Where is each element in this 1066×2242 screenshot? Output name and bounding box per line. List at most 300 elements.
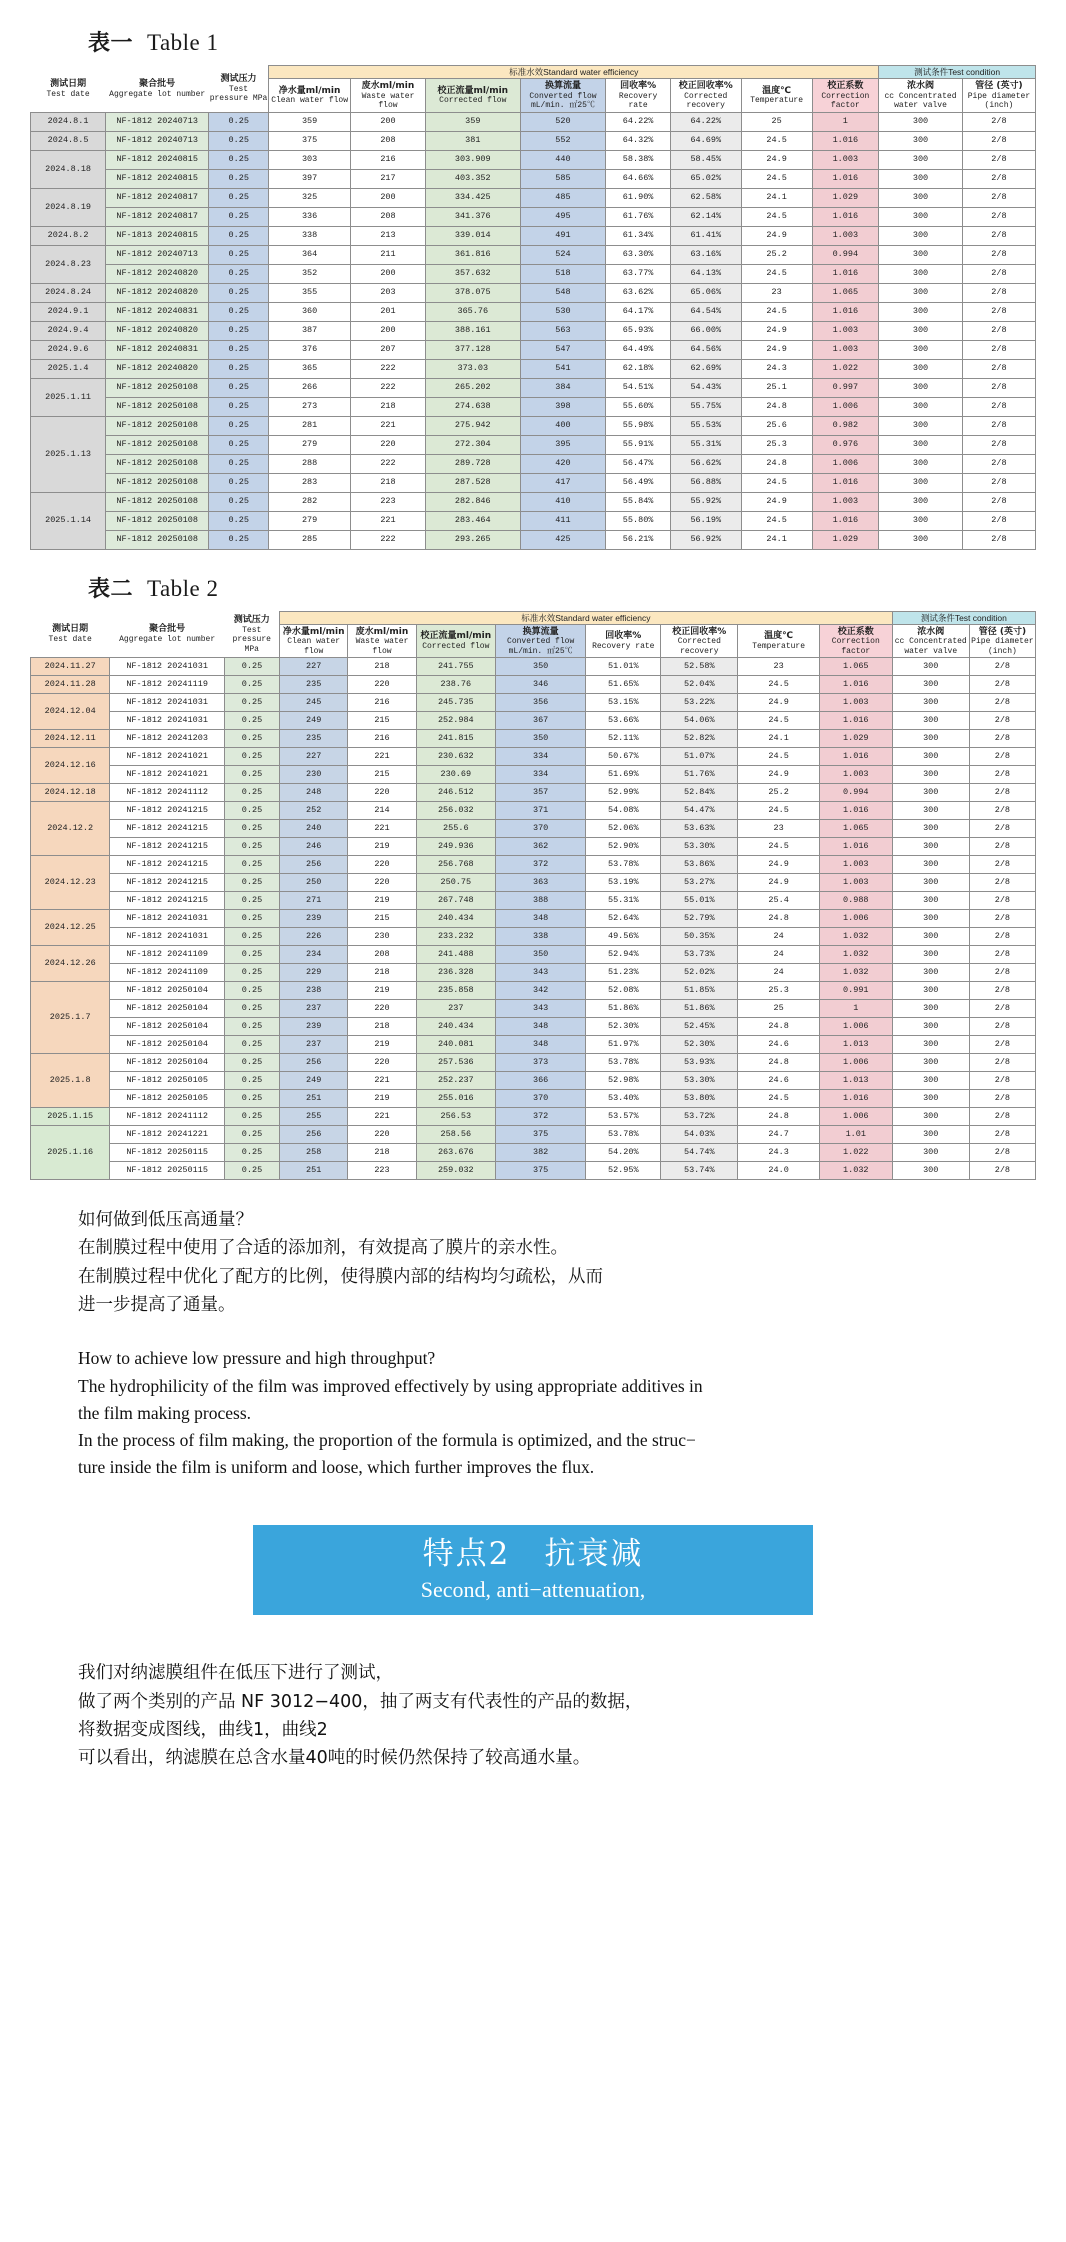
cell-clean: 255 — [280, 1108, 348, 1126]
cell-temp: 24.5 — [738, 838, 820, 856]
table1-header-pressure — [209, 66, 269, 113]
cell-crec: 52.45% — [661, 1018, 738, 1036]
cell-clean: 288 — [269, 454, 351, 473]
cell-temp: 25.2 — [738, 784, 820, 802]
cell-clean: 256 — [280, 1126, 348, 1144]
cell-pipe: 2/8 — [969, 784, 1035, 802]
table-row — [31, 748, 1036, 766]
cell-crec: 51.76% — [661, 766, 738, 784]
cell-waste: 218 — [348, 658, 416, 676]
cell-corr: 272.304 — [426, 435, 520, 454]
cell-lot: NF-1812 20241112 — [110, 784, 225, 802]
cell-lot: NF-1812 20250104 — [110, 982, 225, 1000]
cell-clean: 365 — [269, 359, 351, 378]
cell-pipe: 2/8 — [962, 188, 1035, 207]
cell-fact: 1.029 — [812, 530, 879, 549]
cell-rec: 53.19% — [586, 874, 661, 892]
table1-header-clean: 净水量ml/min Clean water flow — [269, 79, 351, 112]
cell-press: 0.25 — [209, 150, 269, 169]
cell-valve: 300 — [879, 321, 963, 340]
cell-waste: 207 — [350, 340, 425, 359]
cell-fact: 1.065 — [812, 283, 879, 302]
cell-crec: 61.41% — [670, 226, 741, 245]
cell-pipe: 2/8 — [962, 435, 1035, 454]
cell-pipe: 2/8 — [962, 207, 1035, 226]
cell-conv: 495 — [520, 207, 606, 226]
cell-fact: 1.032 — [819, 928, 892, 946]
table2-header-converted: 换算流量 Converted flow mL/min. ㎡25℃ — [495, 624, 585, 657]
cell-clean: 352 — [269, 264, 351, 283]
cell-pipe: 2/8 — [969, 730, 1035, 748]
cell-press: 0.25 — [224, 712, 279, 730]
table-row — [31, 946, 1036, 964]
cell-pipe: 2/8 — [962, 378, 1035, 397]
cell-fact: 0.976 — [812, 435, 879, 454]
cell-valve: 300 — [879, 530, 963, 549]
cell-crec: 66.00% — [670, 321, 741, 340]
cell-corr: 283.464 — [426, 511, 520, 530]
cell-crec: 56.92% — [670, 530, 741, 549]
table1-header-temperature: 温度℃ Temperature — [741, 79, 812, 112]
cell-conv: 375 — [495, 1162, 585, 1180]
cell-clean: 235 — [280, 676, 348, 694]
cell-rec: 62.18% — [606, 359, 670, 378]
table2-header-factor: 校正系数 Correction factor — [819, 624, 892, 657]
cell-lot: NF-1812 20240820 — [106, 321, 209, 340]
cell-corr: 359 — [426, 112, 520, 131]
cell-pipe: 2/8 — [969, 874, 1035, 892]
cell-fact: 1.003 — [819, 856, 892, 874]
cell-conv: 334 — [495, 748, 585, 766]
cell-conv: 343 — [495, 1000, 585, 1018]
cell-test-date: 2025.1.15 — [31, 1108, 110, 1126]
table-row — [31, 1108, 1036, 1126]
cell-temp: 24 — [738, 964, 820, 982]
cell-crec: 53.30% — [661, 1072, 738, 1090]
cell-press: 0.25 — [209, 473, 269, 492]
cell-valve: 300 — [879, 112, 963, 131]
cell-fact: 1.016 — [819, 676, 892, 694]
cell-crec: 56.19% — [670, 511, 741, 530]
cell-rec: 58.38% — [606, 150, 670, 169]
cell-conv: 440 — [520, 150, 606, 169]
cell-corr: 246.512 — [416, 784, 495, 802]
cell-rec: 55.84% — [606, 492, 670, 511]
cell-clean: 338 — [269, 226, 351, 245]
table-row — [31, 435, 1036, 454]
cell-corr: 357.632 — [426, 264, 520, 283]
cell-lot: NF-1812 20240713 — [106, 131, 209, 150]
cell-temp: 24.5 — [741, 207, 812, 226]
cell-corr: 339.014 — [426, 226, 520, 245]
cell-clean: 256 — [280, 1054, 348, 1072]
cell-conv: 530 — [520, 302, 606, 321]
cell-valve: 300 — [879, 302, 963, 321]
cell-fact: 1.032 — [819, 1162, 892, 1180]
cell-rec: 53.57% — [586, 1108, 661, 1126]
cell-press: 0.25 — [224, 1054, 279, 1072]
cell-crec: 54.03% — [661, 1126, 738, 1144]
cell-corr: 236.328 — [416, 964, 495, 982]
cell-clean: 237 — [280, 1000, 348, 1018]
cell-temp: 23 — [741, 283, 812, 302]
cell-crec: 51.85% — [661, 982, 738, 1000]
table-row — [31, 658, 1036, 676]
cell-rec: 61.34% — [606, 226, 670, 245]
cell-pipe: 2/8 — [962, 473, 1035, 492]
cell-rec: 63.62% — [606, 283, 670, 302]
cell-corr: 256.768 — [416, 856, 495, 874]
cell-rec: 64.32% — [606, 131, 670, 150]
cell-clean: 360 — [269, 302, 351, 321]
cell-press: 0.25 — [209, 492, 269, 511]
cell-clean: 251 — [280, 1090, 348, 1108]
cell-fact: 1.006 — [819, 910, 892, 928]
cell-crec: 53.30% — [661, 838, 738, 856]
table1-header-pipe: 管径 (英寸) Pipe diameter (inch) — [962, 79, 1035, 112]
cell-valve: 300 — [892, 1000, 969, 1018]
table2-head — [31, 611, 1036, 658]
cell-clean: 251 — [280, 1162, 348, 1180]
cell-press: 0.25 — [224, 784, 279, 802]
cell-rec: 51.01% — [586, 658, 661, 676]
cell-clean: 237 — [280, 1036, 348, 1054]
cell-press: 0.25 — [209, 378, 269, 397]
banner-title-cn-a: 特点2 — [422, 1536, 511, 1572]
cell-fact: 1.003 — [819, 874, 892, 892]
table-row — [31, 264, 1036, 283]
table-row — [31, 511, 1036, 530]
en-line-5: ture inside the film is uniform and loose, which further improves the flux. — [78, 1456, 595, 1477]
cell-press: 0.25 — [224, 964, 279, 982]
cell-conv: 350 — [495, 730, 585, 748]
cell-press: 0.25 — [224, 1018, 279, 1036]
cell-waste: 213 — [350, 226, 425, 245]
cell-waste: 221 — [348, 820, 416, 838]
cell-corr: 249.936 — [416, 838, 495, 856]
cell-crec: 65.02% — [670, 169, 741, 188]
cell-press: 0.25 — [209, 188, 269, 207]
cell-rec: 51.65% — [586, 676, 661, 694]
cell-valve: 300 — [879, 397, 963, 416]
cell-lot: NF-1813 20240815 — [106, 226, 209, 245]
cell-press: 0.25 — [209, 321, 269, 340]
cell-press: 0.25 — [224, 910, 279, 928]
cell-clean: 226 — [280, 928, 348, 946]
table-row — [31, 1090, 1036, 1108]
cell-fact: 1.003 — [812, 150, 879, 169]
cell-lot: NF-1812 20241215 — [110, 820, 225, 838]
cell-clean: 375 — [269, 131, 351, 150]
cell-fact: 1.016 — [812, 264, 879, 283]
cell-conv: 357 — [495, 784, 585, 802]
cell-pipe: 2/8 — [969, 1108, 1035, 1126]
cell-conv: 541 — [520, 359, 606, 378]
cell-test-date: 2024.12.11 — [31, 730, 110, 748]
cell-test-date: 2024.8.5 — [31, 131, 106, 150]
cell-valve: 300 — [892, 856, 969, 874]
cell-valve: 300 — [892, 784, 969, 802]
cell-crec: 53.72% — [661, 1108, 738, 1126]
cell-valve: 300 — [892, 712, 969, 730]
cell-waste: 222 — [350, 359, 425, 378]
cell-crec: 56.62% — [670, 454, 741, 473]
cell-press: 0.25 — [224, 982, 279, 1000]
cell-crec: 53.73% — [661, 946, 738, 964]
cell-temp: 24.5 — [738, 676, 820, 694]
cell-rec: 65.93% — [606, 321, 670, 340]
cell-press: 0.25 — [209, 169, 269, 188]
cell-waste: 219 — [348, 982, 416, 1000]
table-row — [31, 226, 1036, 245]
cell-crec: 53.86% — [661, 856, 738, 874]
cell-pipe: 2/8 — [969, 1144, 1035, 1162]
cell-rec: 52.06% — [586, 820, 661, 838]
cell-pipe: 2/8 — [969, 946, 1035, 964]
cell-rec: 50.67% — [586, 748, 661, 766]
cell-corr: 334.425 — [426, 188, 520, 207]
cell-corr: 241.755 — [416, 658, 495, 676]
cell-crec: 62.69% — [670, 359, 741, 378]
cell-clean: 234 — [280, 946, 348, 964]
cell-corr: 241.488 — [416, 946, 495, 964]
cell-waste: 220 — [348, 676, 416, 694]
cell-temp: 24.8 — [738, 1054, 820, 1072]
banner-title-en: Second, anti−attenuation, — [420, 1576, 646, 1602]
cell-waste: 216 — [350, 150, 425, 169]
cell-conv: 372 — [495, 856, 585, 874]
cell-corr: 245.735 — [416, 694, 495, 712]
table-row — [31, 283, 1036, 302]
cell-fact: 1.003 — [812, 340, 879, 359]
cell-valve: 300 — [892, 964, 969, 982]
cell-press: 0.25 — [224, 820, 279, 838]
cell-fact: 1.013 — [819, 1036, 892, 1054]
cell-rec: 53.78% — [586, 1126, 661, 1144]
cell-clean: 364 — [269, 245, 351, 264]
cell-pipe: 2/8 — [969, 1162, 1035, 1180]
footer-paragraph-block — [78, 1659, 978, 1772]
cell-pipe: 2/8 — [962, 283, 1035, 302]
cell-rec: 53.15% — [586, 694, 661, 712]
cell-clean: 355 — [269, 283, 351, 302]
cell-valve: 300 — [892, 1054, 969, 1072]
cell-pipe: 2/8 — [969, 1000, 1035, 1018]
cell-corr: 250.75 — [416, 874, 495, 892]
cell-press: 0.25 — [209, 397, 269, 416]
cell-fact: 1.032 — [819, 946, 892, 964]
cell-pipe: 2/8 — [962, 416, 1035, 435]
cell-crec: 52.04% — [661, 676, 738, 694]
cell-pipe: 2/8 — [962, 245, 1035, 264]
table1-header-lot — [106, 66, 209, 113]
cell-lot: NF-1812 20240820 — [106, 283, 209, 302]
cell-corr: 287.528 — [426, 473, 520, 492]
table2 — [30, 611, 1036, 1181]
cell-test-date: 2024.11.27 — [31, 658, 110, 676]
cell-crec: 58.45% — [670, 150, 741, 169]
cell-corr: 230.632 — [416, 748, 495, 766]
cell-clean: 258 — [280, 1144, 348, 1162]
cell-pipe: 2/8 — [962, 340, 1035, 359]
cell-temp: 24.5 — [738, 712, 820, 730]
cell-fact: 1.065 — [819, 658, 892, 676]
cell-temp: 24 — [738, 946, 820, 964]
cell-conv: 388 — [495, 892, 585, 910]
cell-crec: 55.75% — [670, 397, 741, 416]
cell-valve: 300 — [879, 245, 963, 264]
cell-lot: NF-1812 20241031 — [110, 712, 225, 730]
table2-caption-en: Table 2 — [147, 575, 219, 601]
table2-header-pipe: 管径 (英寸) Pipe diameter (inch) — [969, 624, 1035, 657]
cell-conv: 518 — [520, 264, 606, 283]
cell-valve: 300 — [892, 910, 969, 928]
cell-clean: 238 — [280, 982, 348, 1000]
cell-clean: 240 — [280, 820, 348, 838]
cell-conv: 356 — [495, 694, 585, 712]
cell-lot: NF-1812 20241031 — [110, 928, 225, 946]
cell-press: 0.25 — [224, 1126, 279, 1144]
cell-rec: 52.64% — [586, 910, 661, 928]
cell-crec: 55.31% — [670, 435, 741, 454]
header-cn: 聚合批号 — [139, 78, 176, 89]
cell-lot: NF-1812 20240815 — [106, 150, 209, 169]
cell-clean: 227 — [280, 658, 348, 676]
cell-rec: 55.80% — [606, 511, 670, 530]
cell-temp: 24.1 — [741, 188, 812, 207]
cell-lot: NF-1812 20240831 — [106, 340, 209, 359]
cell-pipe: 2/8 — [969, 928, 1035, 946]
cell-waste: 220 — [348, 1126, 416, 1144]
cell-temp: 24.5 — [738, 748, 820, 766]
cell-fact: 1 — [812, 112, 879, 131]
cell-valve: 300 — [879, 169, 963, 188]
cell-fact: 0.994 — [819, 784, 892, 802]
cell-lot: NF-1812 20240817 — [106, 188, 209, 207]
cell-temp: 25 — [738, 1000, 820, 1018]
cell-valve: 300 — [879, 511, 963, 530]
table-row — [31, 982, 1036, 1000]
cell-valve: 300 — [892, 766, 969, 784]
table-row — [31, 150, 1036, 169]
cell-lot: NF-1812 20240820 — [106, 359, 209, 378]
cn-line-4: 进一步提高了通量。 — [78, 1295, 236, 1316]
cell-crec: 65.06% — [670, 283, 741, 302]
cell-clean: 359 — [269, 112, 351, 131]
cell-press: 0.25 — [224, 856, 279, 874]
cell-valve: 300 — [879, 454, 963, 473]
cell-waste: 219 — [348, 838, 416, 856]
cell-temp: 24.9 — [738, 874, 820, 892]
cell-rec: 63.77% — [606, 264, 670, 283]
table-row — [31, 340, 1036, 359]
cell-rec: 52.90% — [586, 838, 661, 856]
cell-rec: 64.49% — [606, 340, 670, 359]
cell-waste: 220 — [350, 435, 425, 454]
cell-clean: 248 — [280, 784, 348, 802]
cell-valve: 300 — [879, 283, 963, 302]
table-row — [31, 856, 1036, 874]
cell-pipe: 2/8 — [969, 910, 1035, 928]
cell-lot: NF-1812 20250108 — [106, 530, 209, 549]
cell-press: 0.25 — [224, 658, 279, 676]
table2-header-date: 测试日期 Test date — [31, 611, 110, 658]
cell-lot: NF-1812 20240820 — [106, 264, 209, 283]
table-row — [31, 1126, 1036, 1144]
cell-rec: 54.20% — [586, 1144, 661, 1162]
table-row — [31, 169, 1036, 188]
cell-conv: 350 — [495, 946, 585, 964]
cell-fact: 1.016 — [812, 131, 879, 150]
table1-header-valve: 浓水阀 cc Concentrated water valve — [879, 79, 963, 112]
cell-fact: 1.029 — [819, 730, 892, 748]
cell-valve: 300 — [892, 1018, 969, 1036]
cell-temp: 23 — [738, 658, 820, 676]
cell-corr: 256.032 — [416, 802, 495, 820]
header-cn: 测试日期 — [50, 78, 87, 89]
table-row — [31, 838, 1036, 856]
cell-lot: NF-1812 20241021 — [110, 766, 225, 784]
cell-temp: 24.0 — [738, 1162, 820, 1180]
cell-rec: 52.30% — [586, 1018, 661, 1036]
cell-test-date: 2024.8.19 — [31, 188, 106, 226]
cell-pipe: 2/8 — [962, 454, 1035, 473]
cell-lot: NF-1812 20241215 — [110, 856, 225, 874]
en-line-1: How to achieve low pressure and high throughput? — [78, 1348, 436, 1369]
table-row — [31, 112, 1036, 131]
cell-waste: 200 — [350, 112, 425, 131]
cell-fact: 1.006 — [819, 1018, 892, 1036]
cell-rec: 54.08% — [586, 802, 661, 820]
cell-crec: 52.84% — [661, 784, 738, 802]
cell-corr: 381 — [426, 131, 520, 150]
cell-pipe: 2/8 — [962, 150, 1035, 169]
cell-waste: 219 — [348, 1090, 416, 1108]
cell-lot: NF-1812 20241215 — [110, 838, 225, 856]
header-en: Test pressure MPa — [209, 84, 268, 104]
cell-clean: 229 — [280, 964, 348, 982]
cell-press: 0.25 — [209, 416, 269, 435]
cell-lot: NF-1812 20250108 — [106, 492, 209, 511]
cell-pipe: 2/8 — [969, 892, 1035, 910]
table2-group-row — [31, 611, 1036, 624]
cell-rec: 51.69% — [586, 766, 661, 784]
table-row — [31, 874, 1036, 892]
table2-header-pressure: 测试压力 Test pressure MPa — [224, 611, 279, 658]
cell-pipe: 2/8 — [969, 1036, 1035, 1054]
cell-rec: 51.23% — [586, 964, 661, 982]
cell-waste: 215 — [348, 910, 416, 928]
cell-press: 0.25 — [224, 694, 279, 712]
cell-lot: NF-1812 20250115 — [110, 1144, 225, 1162]
cell-waste: 208 — [348, 946, 416, 964]
cell-press: 0.25 — [209, 207, 269, 226]
cell-corr: 237 — [416, 1000, 495, 1018]
table1-caption-cn: 表一 — [88, 31, 134, 56]
cell-crec: 55.01% — [661, 892, 738, 910]
cell-press: 0.25 — [209, 454, 269, 473]
cell-temp: 23 — [738, 820, 820, 838]
cell-fact: 0.988 — [819, 892, 892, 910]
cell-corr: 230.69 — [416, 766, 495, 784]
cell-rec: 53.78% — [586, 1054, 661, 1072]
cell-fact: 1.006 — [819, 1108, 892, 1126]
cell-crec: 55.92% — [670, 492, 741, 511]
cell-clean: 249 — [280, 712, 348, 730]
table1-caption-en: Table 1 — [147, 30, 219, 55]
cell-clean: 239 — [280, 910, 348, 928]
cell-waste: 223 — [350, 492, 425, 511]
